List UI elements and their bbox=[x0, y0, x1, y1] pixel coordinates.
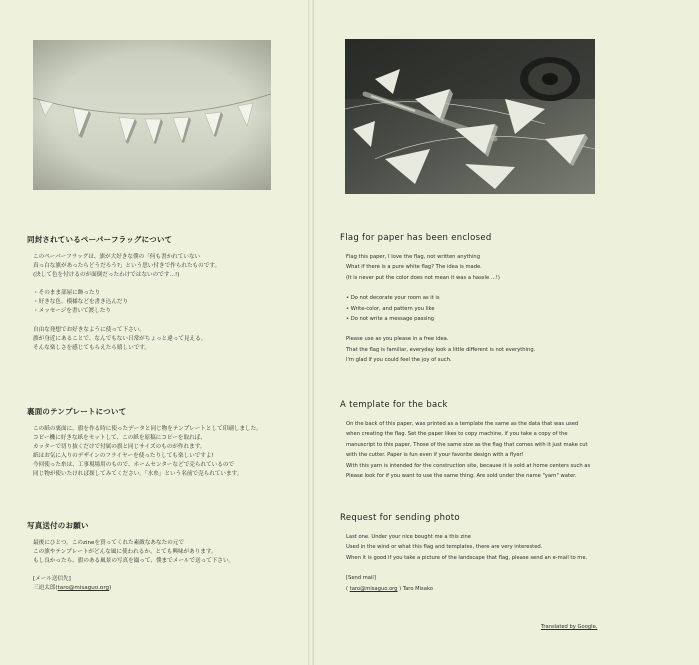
text-line: manuscript to this paper, Those of the same size as the flag that comes with it just make cut bbox=[346, 441, 588, 448]
text-line: What if there is a pure white flag? The idea is made. bbox=[346, 264, 482, 271]
page-gutter bbox=[308, 0, 314, 665]
text-line: 今回使った糸は、工事現場用のもので、ホームセンターなどで売られているので bbox=[33, 462, 235, 469]
bullet-item: ・そのまま部屋に飾ったり bbox=[33, 290, 101, 297]
template-body-en bbox=[346, 419, 590, 481]
mail-line: ( taro@misaguo.org ) Taro Misako bbox=[346, 585, 433, 592]
text-line: Used in the wind or what this flag and templates, there are very interested. bbox=[346, 544, 543, 551]
text-line: カッターで切り抜くだけで付属の旗と同じサイズのものが作れます。 bbox=[33, 444, 206, 451]
text-line: Flag this paper, I love the flag, not written anything bbox=[346, 254, 480, 260]
section-heading-template-en: A template for the back bbox=[340, 400, 448, 410]
section-heading-template-jp: 裏面のテンプレートについて bbox=[27, 407, 127, 416]
text-line: この紙の裏面に、旗を作る時に使ったデータと同じ物をテンプレートとして印刷しました。 bbox=[33, 426, 262, 432]
text-line: 真っ白な旗があったらどうだろう?」という思い付きで作られたものです。 bbox=[33, 263, 221, 270]
text-line: もし良かったら、旗のある風景の写真を撮って、僕までメールで送って下さい。 bbox=[33, 558, 235, 565]
translation-credit: Translated by Google. bbox=[541, 624, 598, 630]
text-line: そんな楽しさを感じてもらえたら嬉しいです。 bbox=[33, 344, 151, 351]
text-line: with the cutter. Paper is fun even if your favorite design with a flyer! bbox=[346, 452, 524, 459]
text-line: Please look for if you want to use the same thing. Are sold under the name "yarn" water. bbox=[346, 473, 577, 480]
text-line: この旗やテンプレートがどんな風に使われるか、とても興味があります。 bbox=[33, 549, 217, 556]
text-line: I'm glad if you could feel the joy of such. bbox=[346, 357, 452, 364]
photo-request-body-jp bbox=[33, 539, 234, 593]
photo-request-body-en bbox=[346, 532, 587, 594]
section-heading-photo-request-en: Request for sending photo bbox=[340, 513, 460, 523]
text-line: when creating the flag. Set the paper likes to copy machine, if you take a copy of the bbox=[346, 431, 568, 438]
mail-address-link[interactable]: taro@misaguo.org bbox=[57, 585, 110, 592]
text-line: 最後にひとつ。このzineを買ってくれた素敵なあなたの元で bbox=[33, 540, 184, 546]
text-line: That the flag is familiar, everyday look a little different is not everything. bbox=[346, 346, 536, 353]
text-line: Last one. Under your nice bought me a this zine bbox=[346, 534, 471, 540]
text-line: このペーパーフラッグは、旗が大好きな僕の「何も書かれていない bbox=[33, 254, 201, 260]
bullet-item: • Write-color, and pattern you like bbox=[346, 305, 435, 312]
template-body-jp bbox=[33, 425, 262, 480]
text-line: (It is never put the color does not mean it was a hassle ...!) bbox=[346, 274, 500, 281]
paper-flags-photo bbox=[33, 40, 271, 190]
bullet-item: • Do not decorate your room as it is bbox=[346, 295, 440, 302]
bullet-item: ・好きな色、模様などを書き込んだり bbox=[33, 299, 129, 306]
mail-address-link[interactable]: taro@misaguo.org bbox=[349, 585, 398, 592]
section-heading-photo-request-jp: 写真送付のお願い bbox=[27, 521, 89, 530]
section-heading-paper-flag-en: Flag for paper has been enclosed bbox=[340, 233, 492, 243]
mail-name: Taro Misako bbox=[402, 585, 433, 592]
text-line: 旗が身近にあることで、なんでもない日常がちょっと違って見える。 bbox=[33, 335, 207, 342]
text-line: 同じ物が使いたければ探してみてください。「水糸」という名前で売られています。 bbox=[33, 471, 243, 478]
mail-name: 三迫太郎 bbox=[33, 585, 56, 592]
text-line: 紙はお気に入りのデザインのフライヤーを使ったりしても楽しいですよ! bbox=[33, 453, 214, 460]
text-line: With this yarn is intended for the construction site, because it is sold at home centers such as bbox=[346, 462, 591, 469]
text-line: コピー機に好きな紙をセットして、この紙を原稿にコピーを取れば、 bbox=[33, 435, 206, 442]
bullet-item: • Do not write a message passing bbox=[346, 316, 435, 323]
mail-line: 三迫太郎(taro@misaguo.org) bbox=[33, 585, 112, 592]
bullet-item: ・メッセージを書いて渡したり bbox=[33, 308, 111, 315]
mail-label: [Send mail] bbox=[346, 575, 376, 582]
paper-flag-body-en bbox=[346, 252, 535, 366]
section-heading-paper-flag-jp: 同封されているペーパーフラッグについて bbox=[27, 235, 173, 244]
paper-flag-body-jp bbox=[33, 253, 220, 353]
text-line: 自由な発想でお好きなように使って下さい。 bbox=[33, 326, 145, 333]
flag-making-tools-photo bbox=[345, 39, 595, 194]
text-line: (決して色を付けるのが面倒だったわけではないのです…!) bbox=[33, 272, 180, 279]
text-line: On the back of this paper, was printed as a template the same as the data that was used bbox=[346, 421, 579, 427]
text-line: When it is good if you take a picture of the landscape that flag, please send an e-mail to me. bbox=[346, 554, 588, 561]
mail-label: [メール送信先] bbox=[33, 576, 71, 583]
text-line: Please use as you please in a free idea. bbox=[346, 336, 449, 343]
